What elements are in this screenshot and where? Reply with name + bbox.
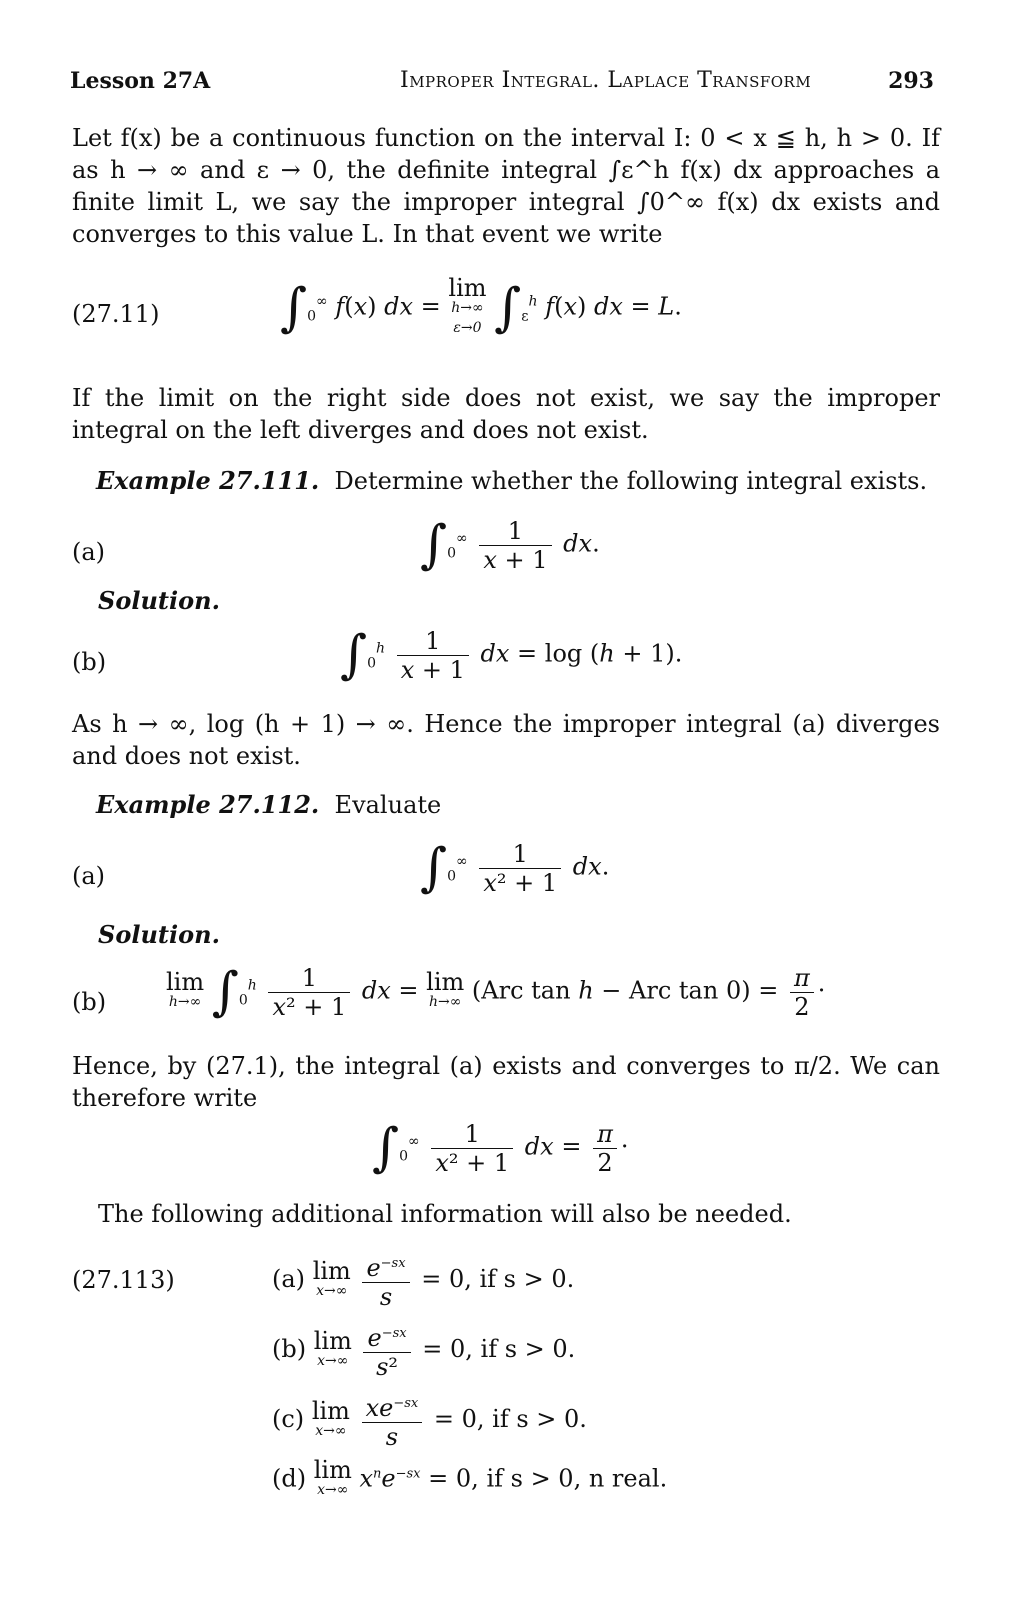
eq-27-113-a: (a) lim x→∞ $\frac{e^{-sx}}{s}$ = 0, if s > 0. <box>272 1250 574 1311</box>
example-111-heading: Example 27.111. Determine whether the following integral exists. <box>96 466 928 495</box>
eq-27-113-label: (27.113) <box>72 1266 175 1294</box>
example-112-b-label: (b) <box>72 988 107 1016</box>
lesson-label: Lesson 27A <box>70 68 211 94</box>
example-112-b-formula: lim h→∞ $\int_0^h$ $\frac{1}{\text{x² + 1}}$ dx = lim h→∞ (Arc tan h − Arc tan 0) = $\frac{\pi}{2}$ · <box>166 962 826 1022</box>
eq-27-11-label: (27.11) <box>72 300 160 328</box>
page-number: 293 <box>888 68 934 94</box>
example-111-a-formula: $\int_0^\infty$ $\frac{1}{x + 1}$ dx. <box>420 515 600 575</box>
running-title: Improper Integral. Laplace Transform <box>400 68 812 93</box>
example-112-a-formula: $\int_0^\infty$ $\frac{1}{\text{x² + 1}}$ dx. <box>420 838 610 898</box>
intro-paragraph: Let f(x) be a continuous function on the interval I: 0 < x ≦ h, h > 0. If as h → ∞ and ε → 0, the definite integral ∫ε^h f(x) dx approaches a finite limit L, we say the improper integral ∫0^∞ f(x) dx exists and converges to this value L. In that event we write <box>72 124 940 248</box>
diverge-paragraph: If the limit on the right side does not exist, we say the improper integral on the left diverges and does not exist. <box>72 384 940 444</box>
eq-27-11: $\int_0^\infty$ f(x) dx = lim h→∞ ε→0 $\int_\varepsilon^h$ f(x) dx = L. <box>280 274 682 338</box>
example-112-conclusion: Hence, by (27.1), the integral (a) exists and converges to π/2. We can therefore write <box>72 1052 940 1112</box>
pi-over-two-result: $\int_0^\infty$ $\frac{1}{\text{x² + 1}}$ dx = $\frac{\pi}{2}$ · <box>372 1118 629 1178</box>
example-112-solution-label: Solution. <box>98 920 220 949</box>
page-header <box>70 68 934 98</box>
eq-27-113-c: (c) lim x→∞ $\frac{xe^{-sx}}{s}$ = 0, if s > 0. <box>272 1390 587 1451</box>
additional-info-text: The following additional information will also be needed. <box>98 1200 792 1228</box>
example-111-b-label: (b) <box>72 648 107 676</box>
eq-27-113-b: (b) lim x→∞ $\frac{e^{-sx}}{\text{s²}}$ = 0, if s > 0. <box>272 1320 575 1381</box>
eq-27-113-d: (d) lim x→∞ $x^ne^{-sx} = 0$, if s > 0, n real. <box>272 1456 668 1498</box>
example-111-a-label: (a) <box>72 538 106 566</box>
example-112-heading: Example 27.112. Evaluate <box>96 790 442 819</box>
example-111-conclusion: As h → ∞, log (h + 1) → ∞. Hence the improper integral (a) diverges and does not exist. <box>72 710 940 770</box>
example-112-a-label: (a) <box>72 862 106 890</box>
example-111-solution-label: Solution. <box>98 586 220 615</box>
example-111-b-formula: $\int_0^h$ $\frac{1}{x + 1}$ dx = log (h + 1). <box>340 625 683 685</box>
